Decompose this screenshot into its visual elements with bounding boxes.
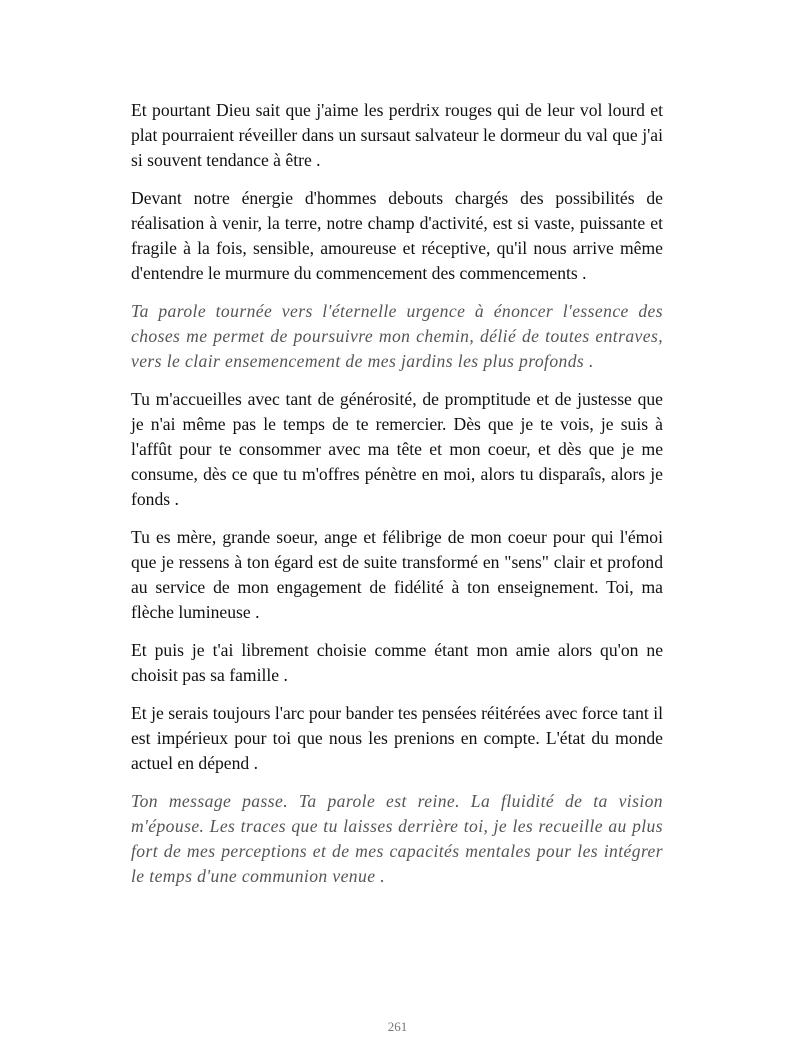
paragraph-3-italic: Ta parole tournée vers l'éternelle urgence à énoncer l'essence des choses me permet de poursuivre mon chemin, délié de toutes entraves, vers le clair ensemencement de mes jardins les plus profonds . (131, 301, 663, 371)
paragraph-4: Tu m'accueilles avec tant de générosité, de promptitude et de justesse que je n'ai même pas le temps de te remercier. Dès que je te vois, je suis à l'affût pour te consommer avec ma tête et mon coeur, et dès que je me consume, dès ce que tu m'offres pénètre en moi, alors tu disparaîs, alors je fonds . (131, 389, 663, 509)
paragraph-7: Et je serais toujours l'arc pour bander tes pensées réitérées avec force tant il est impérieux pour toi que nous les prenions en compte. L'état du monde actuel en dépend . (131, 703, 663, 773)
paragraph-1: Et pourtant Dieu sait que j'aime les perdrix rouges qui de leur vol lourd et plat pourraient réveiller dans un sursaut salvateur le dormeur du val que j'ai si souvent tendance à être . (131, 100, 663, 170)
page-body (131, 98, 663, 902)
paragraph-6: Et puis je t'ai librement choisie comme étant mon amie alors qu'on ne choisit pas sa famille . (131, 640, 663, 685)
paragraph-5: Tu es mère, grande soeur, ange et félibrige de mon coeur pour qui l'émoi que je ressens à ton égard est de suite transformé en "sens" clair et profond au service de mon engagement de fidélité à ton enseignement. Toi, ma flèche lumineuse . (131, 527, 663, 622)
paragraph-2: Devant notre énergie d'hommes debouts chargés des possibilités de réalisation à venir, la terre, notre champ d'activité, est si vaste, puissante et fragile à la fois, sensible, amoureuse et réceptive, qu'il nous arrive même d'entendre le murmure du commencement des commencements . (131, 188, 663, 283)
page-number: 261 (387, 1019, 408, 1034)
paragraph-8-italic: Ton message passe. Ta parole est reine. La fluidité de ta vision m'épouse. Les traces que tu laisses derrière toi, je les recueille au plus fort de mes perceptions et de mes capacités mentales pour les intégrer le temps d'une communion venue . (131, 791, 663, 886)
